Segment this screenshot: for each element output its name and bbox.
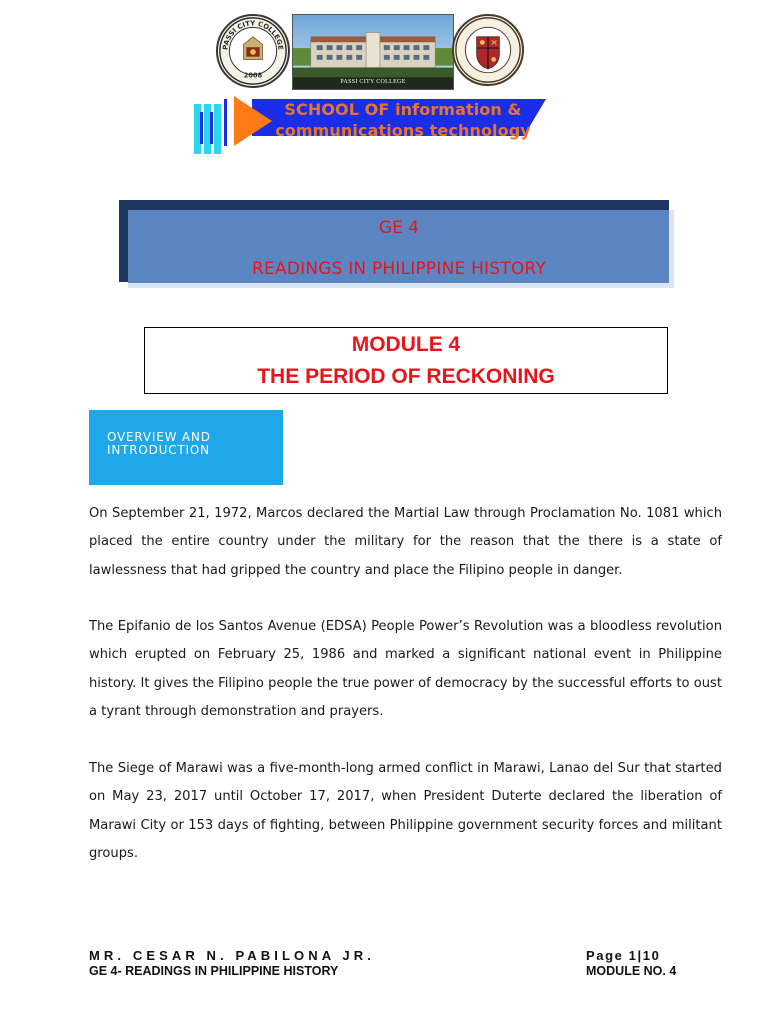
paragraph-martial-law: On September 21, 1972, Marcos declared the Martial Law through Proclamation No. 1081 which placed the entire country under the military for the reason that the there is a state of lawlessness that had gripped the country and place the Filipino people in danger. bbox=[89, 506, 722, 578]
footer-page-number: Page 1|10 bbox=[586, 948, 661, 963]
school-banner bbox=[194, 96, 550, 154]
footer-module: MODULE NO. 4 bbox=[586, 964, 677, 978]
campus-photo bbox=[292, 14, 454, 90]
paragraph-marawi-siege: The Siege of Marawi was a five-month-long armed conflict in Marawi, Lanao del Sur that started on May 23, 2017 until October 17, 2017, when President Duterte declared the liberation of Marawi City or 153 days of fighting, between Philippine government security forces and militant groups. bbox=[89, 761, 722, 862]
paragraph-edsa-revolution: The Epifanio de los Santos Avenue (EDSA) People Power’s Revolution was a bloodless revolution which erupted on February 25, 1986 and marked a significant national event in Philippine history. It gives the Filipino people the true power of democracy by the successful efforts to oust a tyrant through demonstration and prayers. bbox=[89, 619, 722, 720]
module-number: MODULE 4 bbox=[351, 333, 461, 356]
passi-city-college-seal bbox=[216, 14, 290, 88]
course-code: GE 4 bbox=[378, 218, 420, 238]
module-box bbox=[144, 327, 668, 394]
seal-arc-text: PASSI CITY COLLEGE bbox=[221, 19, 285, 51]
overview-label: OVERVIEW AND INTRODUCTION bbox=[107, 430, 211, 457]
footer-course: GE 4- READINGS IN PHILIPPINE HISTORY bbox=[89, 964, 339, 978]
school-banner-text: SCHOOL OF information & communications technology bbox=[275, 100, 531, 140]
seal-year: 2008 bbox=[243, 71, 263, 80]
campus-caption: PASSI CITY COLLEGE bbox=[340, 79, 406, 85]
overview-label-box bbox=[89, 410, 283, 485]
official-seal bbox=[452, 14, 524, 86]
module-title: THE PERIOD OF RECKONING bbox=[257, 365, 555, 388]
footer-author: MR. CESAR N. PABILONA JR. bbox=[89, 948, 375, 963]
course-title: READINGS IN PHILIPPINE HISTORY bbox=[252, 259, 546, 279]
